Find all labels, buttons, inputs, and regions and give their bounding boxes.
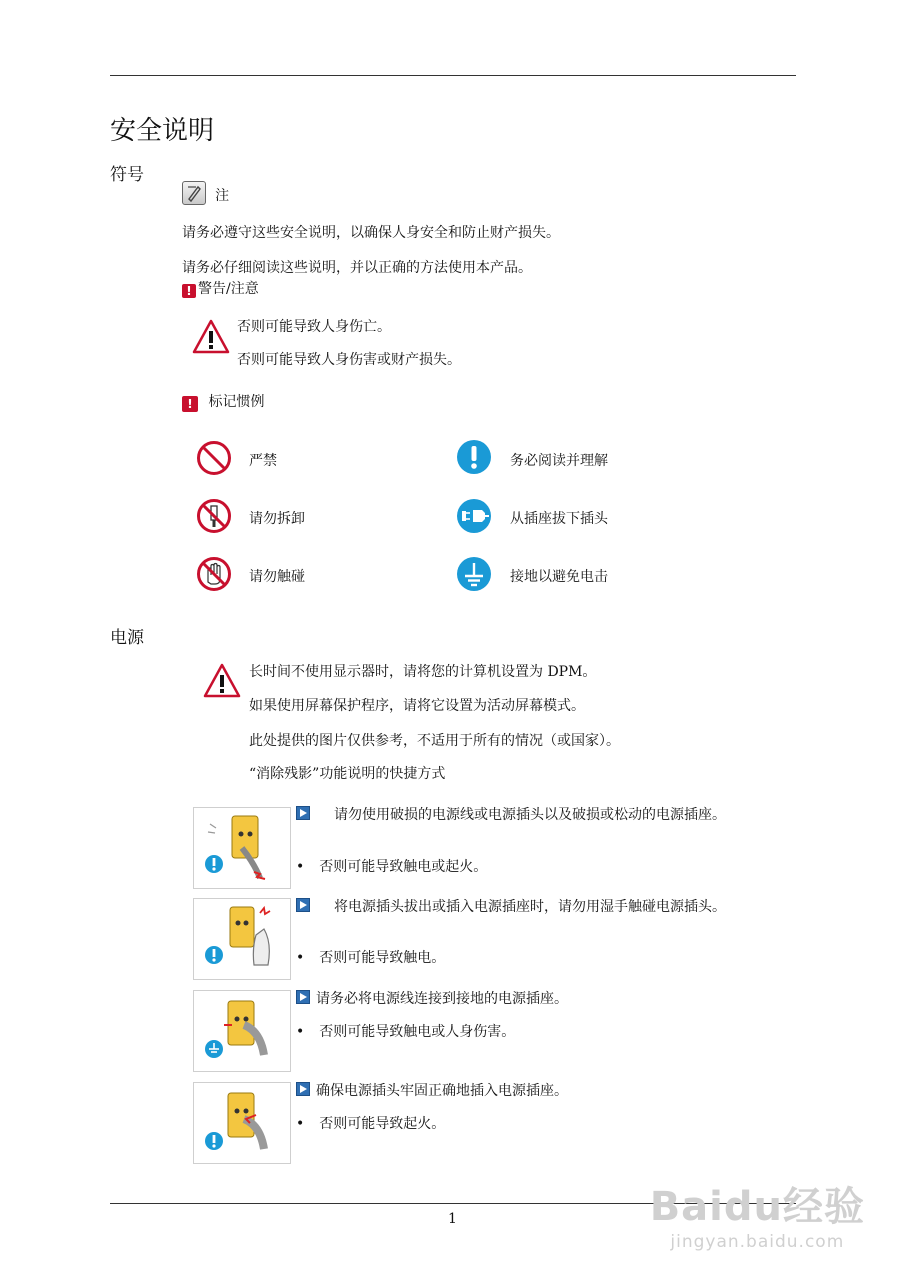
top-rule [110,75,796,76]
power-warning-triangle-icon [202,662,242,704]
blue-arrow-bullet-icon [296,1082,310,1096]
no-disassemble-icon [196,498,232,538]
unplug-icon [456,498,492,538]
baidu-watermark [650,1175,865,1252]
exclamation-warning-icon: ! [182,284,196,298]
power-item-1-bullet: • 否则可能导致触电或起火。 [296,859,488,875]
warning-line-2: 否则可能导致人身伤害或财产损失。 [237,352,461,368]
no-touch-label: 请勿触碰 [249,569,305,585]
no-disassemble-label: 请勿拆卸 [249,511,305,527]
warning-triangle-icon [191,318,231,360]
grounded-outlet-illustration [193,990,291,1072]
blue-arrow-bullet-icon [296,990,310,1004]
must-read-label: 务必阅读并理解 [510,453,608,469]
ground-label: 接地以避免电击 [510,569,608,585]
power-item-3-bullet: • 否则可能导致触电或人身伤害。 [296,1024,516,1040]
power-intro-2: 如果使用屏幕保护程序，请将它设置为活动屏幕模式。 [249,698,585,714]
power-item-2-bullet: • 否则可能导致触电。 [296,950,446,966]
wet-hand-illustration [193,898,291,980]
power-item-3-text: 请务必将电源线连接到接地的电源插座。 [296,989,568,1009]
conventions-heading [182,392,264,412]
conventions-label: 标记惯例 [208,394,265,410]
note-line-1: 请务必遵守这些安全说明，以确保人身安全和防止财产损失。 [182,225,560,241]
ground-icon [456,556,492,596]
unplug-label: 从插座拔下插头 [510,511,608,527]
page-title: 安全说明 [110,116,215,146]
power-intro-1: 长时间不使用显示器时，请将您的计算机设置为 DPM。 [249,664,597,680]
plug-insert-illustration [193,1082,291,1164]
exclamation-marker-icon: ! [182,396,198,412]
watermark-url: jingyan.baidu.com [670,1232,845,1252]
power-section-title: 电源 [110,628,144,648]
power-item-1-text: 请勿使用破损的电源线或电源插头以及破损或松动的电源插座。 [296,805,736,825]
note-label: 注 [215,188,230,204]
power-item-4-text: 确保电源插头牢固正确地插入电源插座。 [296,1081,568,1101]
power-item-2-text: 将电源插头拔出或插入电源插座时，请勿用湿手触碰电源插头。 [296,897,736,917]
warning-line-1: 否则可能导致人身伤亡。 [237,319,391,335]
blue-arrow-bullet-icon [296,806,310,820]
no-touch-icon [196,556,232,596]
power-intro-3: 此处提供的图片仅供参考，不适用于所有的情况（或国家）。 [249,733,620,749]
prohibited-icon [196,440,232,480]
power-item-4-bullet: • 否则可能导致起火。 [296,1116,446,1132]
warning-caution-heading [182,279,259,299]
prohibited-label: 严禁 [249,453,277,469]
note-icon [182,181,206,205]
must-read-icon [456,439,492,479]
symbols-section-title: 符号 [110,165,144,185]
note-line-2: 请务必仔细阅读这些说明，并以正确的方法使用本产品。 [182,260,532,276]
blue-arrow-bullet-icon [296,898,310,912]
power-intro-4: “消除残影”功能说明的快捷方式 [249,766,446,782]
note-block [182,181,229,206]
warning-label: 警告/注意 [198,281,259,297]
page-number: 1 [448,1211,457,1227]
watermark-brand: Baidu经验 [649,1184,865,1230]
damaged-cord-illustration [193,807,291,889]
